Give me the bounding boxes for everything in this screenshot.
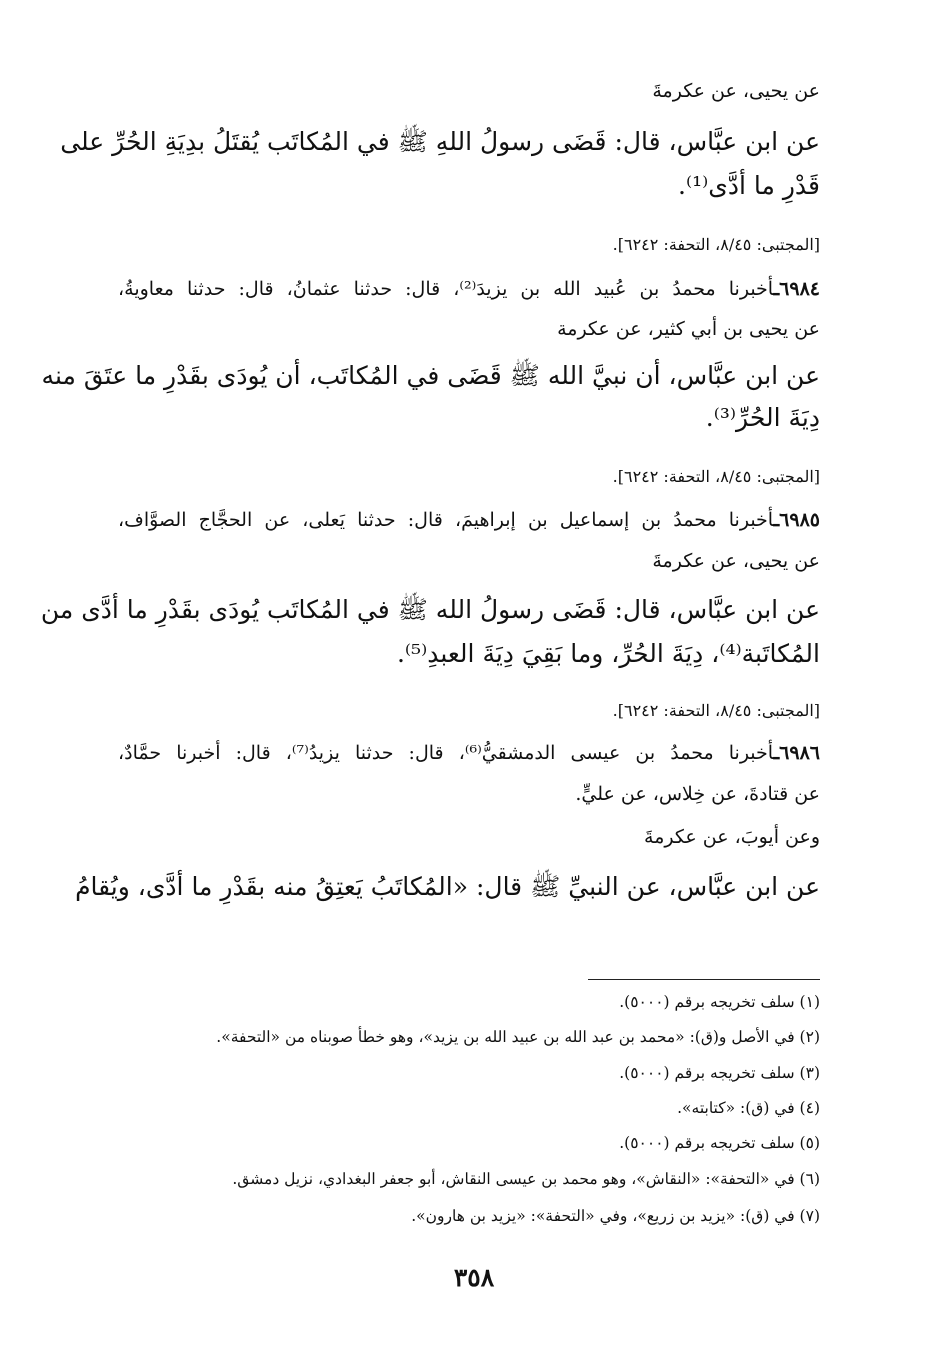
reference-line: [المجتبى: ٨/٤٥، التحفة: ٦٢٤٢]. — [612, 235, 820, 254]
hadith-number: ٦٩٨٥ـ — [773, 509, 820, 531]
footnote: (٢) في الأصل و(ق): «محمد بن عبد الله بن عبيد الله بن يزيد»، وهو خطأ صوبناه من «التحفة». — [216, 1028, 820, 1046]
isnad-text: أخبرنا محمدُ بن عيسى الدمشقيُّ⁽⁶⁾، قال: حدثنا يزيدُ⁽⁷⁾، قال: أخبرنا حمَّادٌ، — [118, 742, 774, 764]
footnote: (٧) في (ق): «يزيد بن زريع»، وفي «التحفة»: «يزيد بن هارون». — [411, 1207, 820, 1225]
isnad-line: عن يحيى، عن عكرمةَ — [652, 80, 820, 102]
hadith-6985-line — [118, 509, 820, 531]
footnote: (٣) سلف تخريجه برقم (٥٠٠٠). — [619, 1064, 820, 1082]
isnad-line: عن يحيى بن أبي كثير، عن عكرمة — [557, 318, 820, 340]
hadith-6986-line — [118, 742, 820, 764]
hadith-6984-line — [118, 278, 820, 300]
isnad-line: عن يحيى، عن عكرمةَ — [652, 550, 820, 572]
matn-line: دِيَةَ الحُرِّ⁽³⁾. — [705, 403, 820, 432]
footnote: (١) سلف تخريجه برقم (٥٠٠٠). — [619, 993, 820, 1011]
footnote: (٤) في (ق): «كتابته». — [677, 1099, 820, 1117]
isnad-line: عن قتادةَ، عن خِلاس، عن عليٍّ. — [575, 783, 820, 805]
matn-line: عن ابن عبَّاس، أن نبيَّ الله ﷺ قَضَى في المُكاتَب، أن يُودَى بقَدْرِ ما عتَقَ منه — [41, 361, 820, 390]
page-number: ٣٥٨ — [453, 1263, 495, 1292]
footnote: (٦) في «التحفة»: «النقاش»، وهو محمد بن عيسى النقاش، أبو جعفر البغدادي، نزيل دمشق. — [232, 1170, 820, 1188]
matn-line: قَدْرِ ما أدَّى⁽¹⁾. — [678, 171, 820, 200]
isnad-line: وعن أيوبَ، عن عكرمةَ — [644, 826, 820, 848]
hadith-number: ٦٩٨٦ـ — [773, 742, 820, 764]
reference-line: [المجتبى: ٨/٤٥، التحفة: ٦٢٤٢]. — [612, 467, 820, 486]
footnote-separator — [588, 979, 820, 980]
matn-line: عن ابن عبَّاس، عن النبيِّ ﷺ قال: «المُكاتَبُ يَعتِقُ منه بقَدْرِ ما أدَّى، ويُقامُ — [75, 872, 820, 901]
hadith-number: ٦٩٨٤ـ — [773, 278, 820, 300]
matn-line: عن ابن عبَّاس، قال: قَضَى رسولُ اللهِ ﷺ في المُكاتَب يُقتَلُ بدِيَةِ الحُرِّ على — [60, 127, 820, 156]
matn-line: عن ابن عبَّاس، قال: قَضَى رسولُ الله ﷺ في المُكاتَب يُودَى بقَدْرِ ما أدَّى من — [40, 595, 820, 624]
footnote: (٥) سلف تخريجه برقم (٥٠٠٠). — [619, 1134, 820, 1152]
isnad-text: أخبرنا محمدُ بن إسماعيل بن إبراهيمَ، قال: حدثنا يَعلى، عن الحجَّاج الصوَّاف، — [118, 509, 774, 531]
reference-line: [المجتبى: ٨/٤٥، التحفة: ٦٢٤٢]. — [612, 701, 820, 720]
matn-line: المُكاتَبة⁽⁴⁾، دِيَةَ الحُرِّ، وما بَقِيَ دِيَةَ العبدِ⁽⁵⁾. — [396, 639, 820, 668]
isnad-text: أخبرنا محمدُ بن عُبيد الله بن يزيدَ⁽²⁾، قال: حدثنا عثمانُ، قال: حدثنا معاويةُ، — [118, 278, 774, 300]
